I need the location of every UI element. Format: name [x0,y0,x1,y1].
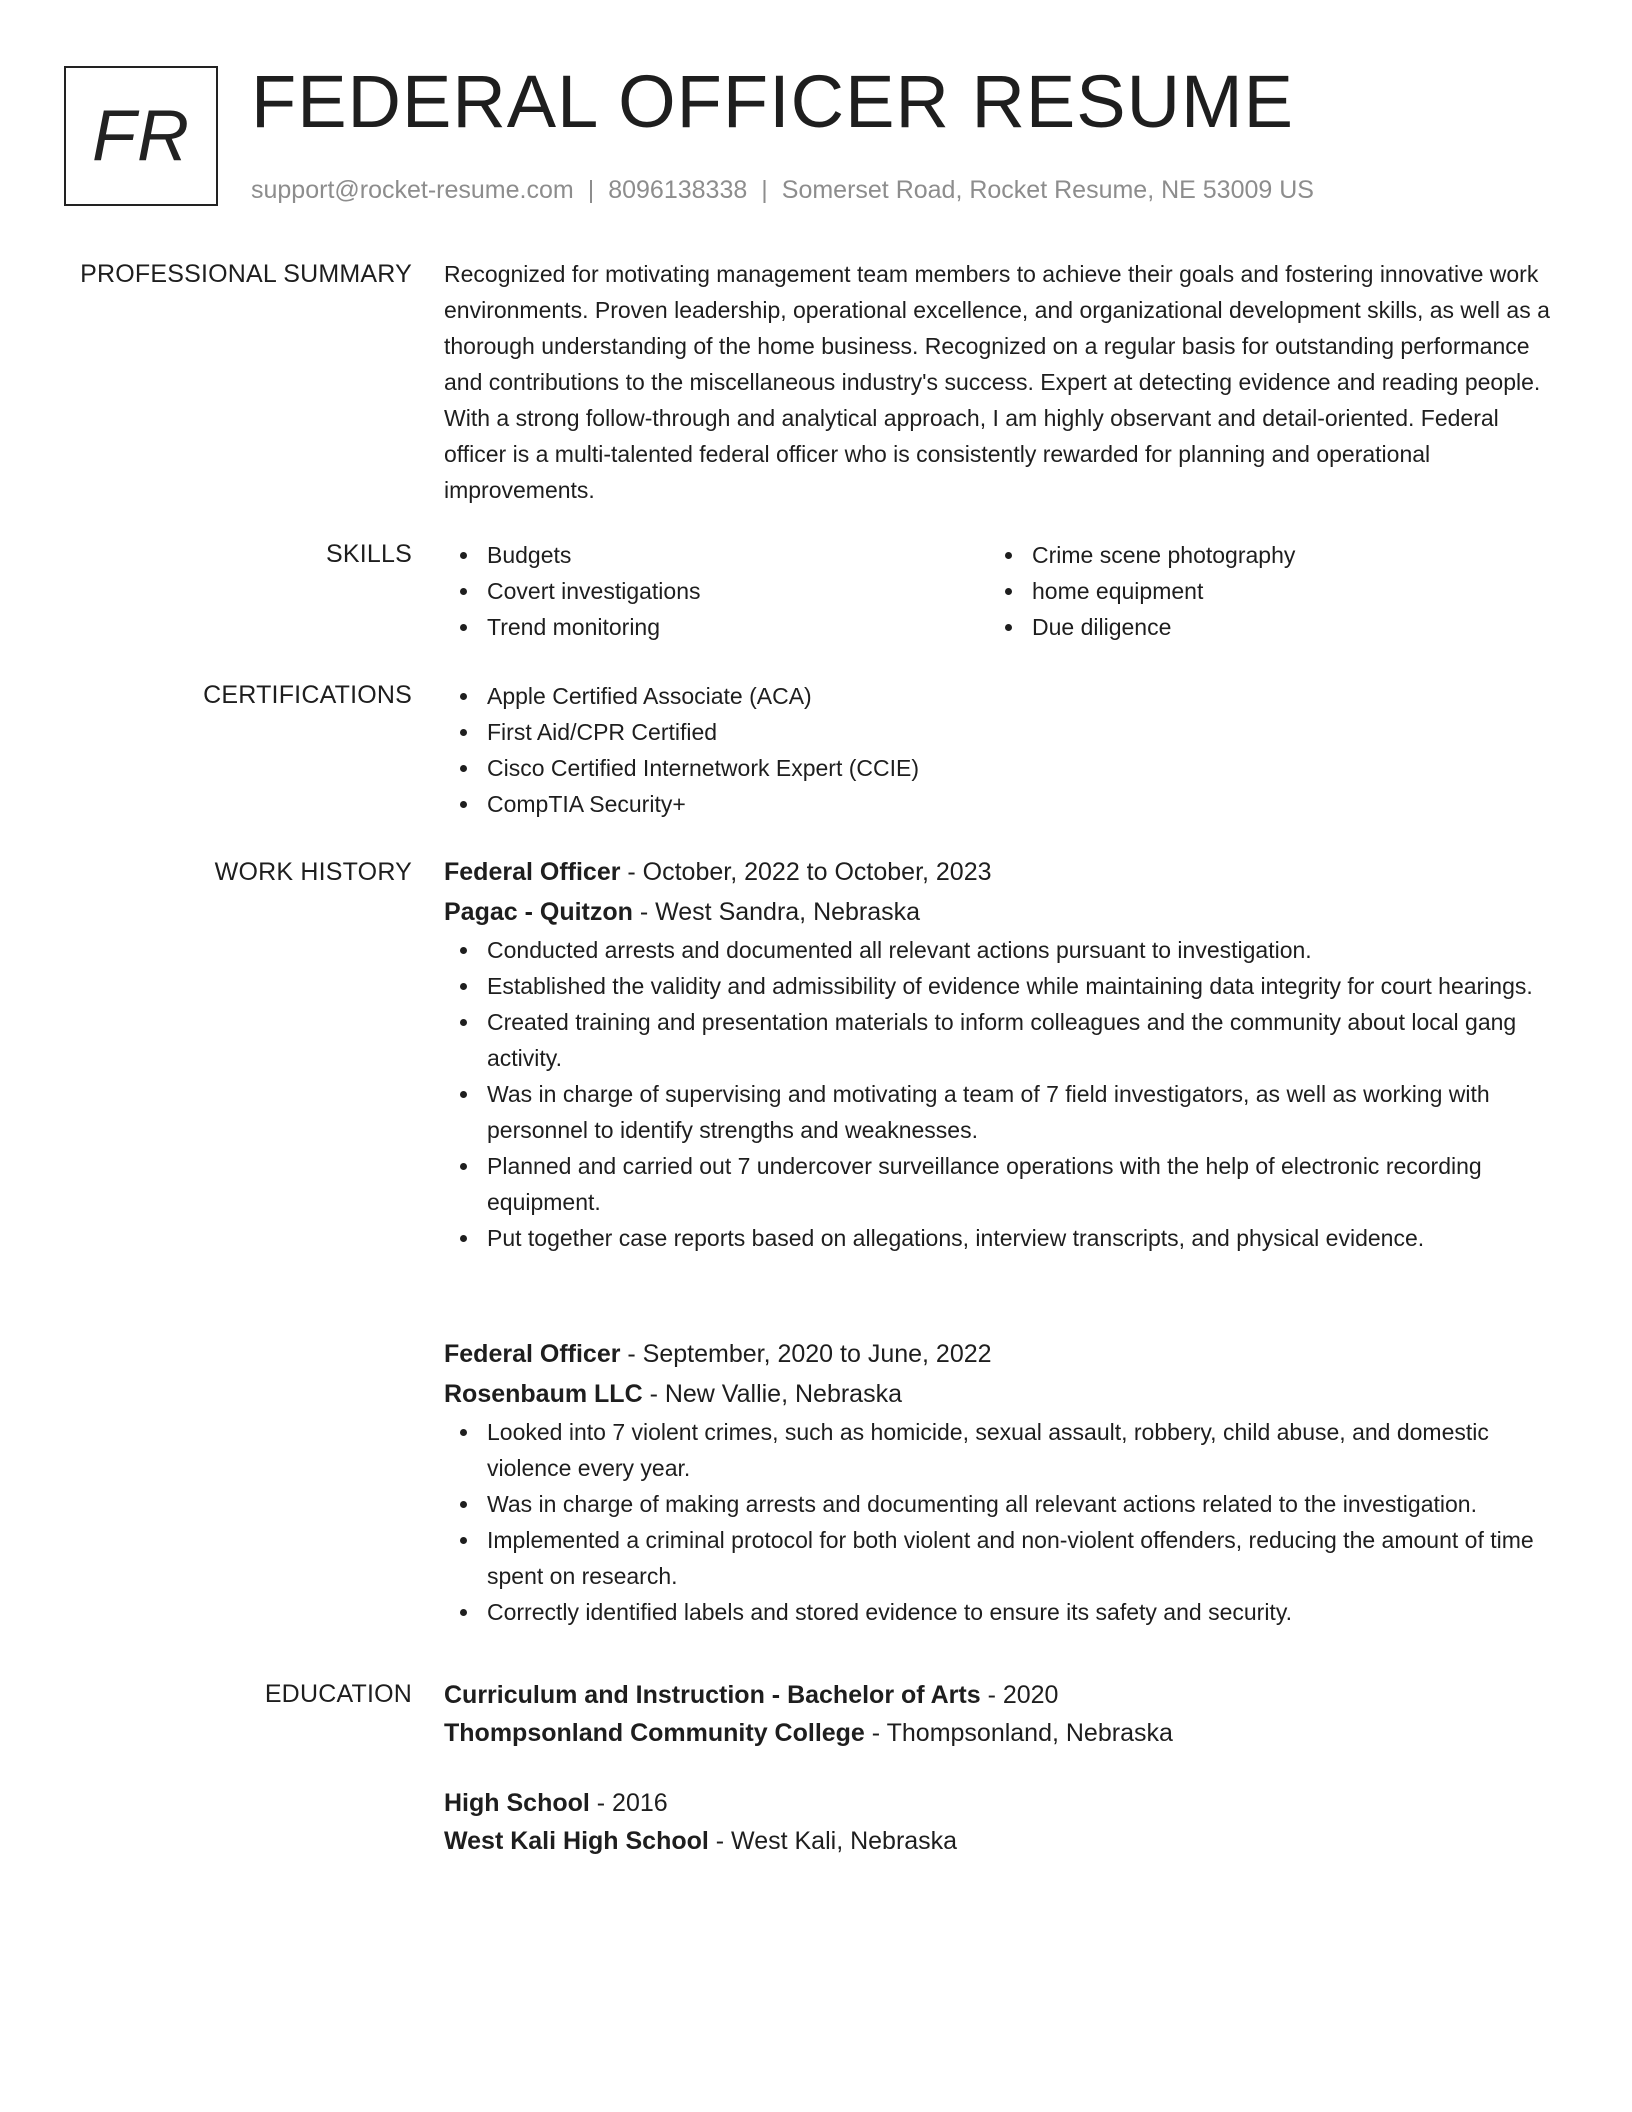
certifications-section [444,678,1556,822]
contact-line [251,172,1314,208]
job-duty: Put together case reports based on allegations, interview transcripts, and physical evidence. [444,1220,1556,1256]
skills-column-1 [444,537,989,645]
summary-text: Recognized for motivating management team members to achieve their goals and fostering innovative work environments. Proven leadership, operational excellence, and organizational development skills, as well as a thorough understanding of the home business. Recognized on a regular basis for outstanding performance and contributions to the miscellaneous industry's success. Expert at detecting evidence and reading people. With a strong follow-through and analytical approach, I am highly observant and detail-oriented. Federal officer is a multi-talented federal officer who is consistently rewarded for planning and operational improvements. [444,261,1550,503]
job-company: Pagac - Quitzon [444,898,633,926]
contact-address: Somerset Road, Rocket Resume, NE 53009 US [781,176,1314,204]
job-duty: Established the validity and admissibility of evidence while maintaining data integrity for court hearings. [444,968,1556,1004]
education-location: - Thompsonland, Nebraska [864,1719,1173,1747]
education-school: Thompsonland Community College [444,1719,865,1747]
education-year: - 2016 [589,1789,668,1817]
contact-separator: | [761,176,768,204]
job-dates: - October, 2022 to October, 2023 [620,858,992,886]
education-entry [444,1676,1556,1752]
skills-grid [444,537,1556,645]
certification-item: CompTIA Security+ [444,786,1556,822]
skill-item: home equipment [989,573,1534,609]
monogram-initials: FR [92,96,190,176]
education-degree-line [444,1676,1556,1714]
education-degree: High School [444,1789,590,1817]
job-duty: Correctly identified labels and stored evidence to ensure its safety and security. [444,1594,1556,1630]
certification-item: First Aid/CPR Certified [444,714,1556,750]
skills-column-2 [989,537,1534,645]
job-duty: Implemented a criminal protocol for both violent and non-violent offenders, reducing the amount of time spent on research. [444,1522,1556,1594]
job-title-line [444,1334,1556,1374]
job-title: Federal Officer [444,858,621,886]
summary-heading: PROFESSIONAL SUMMARY [80,260,412,288]
education-entry [444,1784,1556,1860]
job-location: - New Vallie, Nebraska [642,1380,902,1408]
certifications-list [444,678,1556,822]
skills-section [444,537,1556,645]
skill-item: Trend monitoring [444,609,989,645]
education-location: - West Kali, Nebraska [708,1827,958,1855]
certifications-heading: CERTIFICATIONS [203,681,412,709]
job-location: - West Sandra, Nebraska [632,898,921,926]
skills-heading: SKILLS [326,540,412,568]
work-history-heading: WORK HISTORY [214,858,412,886]
skill-item: Covert investigations [444,573,989,609]
skill-item: Due diligence [989,609,1534,645]
job-company: Rosenbaum LLC [444,1380,643,1408]
monogram-box [64,66,218,206]
education-heading: EDUCATION [264,1680,412,1708]
job-entry [444,1334,1556,1630]
skill-item: Budgets [444,537,989,573]
job-entry [444,852,1556,1256]
contact-separator: | [587,176,595,204]
resume-title: FEDERAL OFFICER RESUME [251,60,1295,143]
job-duties-list [444,1414,1556,1630]
job-title-line [444,852,1556,892]
job-duty: Was in charge of making arrests and documenting all relevant actions related to the investigation. [444,1486,1556,1522]
education-school-line [444,1822,1556,1860]
job-dates: - September, 2020 to June, 2022 [620,1340,992,1368]
education-school-line [444,1714,1556,1752]
job-duty: Looked into 7 violent crimes, such as homicide, sexual assault, robbery, child abuse, and domestic violence every year. [444,1414,1556,1486]
certification-item: Cisco Certified Internetwork Expert (CCIE) [444,750,1556,786]
job-company-line [444,1374,1556,1414]
certification-item: Apple Certified Associate (ACA) [444,678,1556,714]
job-duties-list [444,932,1556,1256]
contact-email: support@rocket-resume.com [251,176,574,204]
job-duty: Created training and presentation materials to inform colleagues and the community about local gang activity. [444,1004,1556,1076]
education-degree-line [444,1784,1556,1822]
skill-item: Crime scene photography [989,537,1534,573]
job-title: Federal Officer [444,1340,621,1368]
summary-section [444,256,1556,508]
job-duty: Conducted arrests and documented all relevant actions pursuant to investigation. [444,932,1556,968]
job-duty: Was in charge of supervising and motivating a team of 7 field investigators, as well as working with personnel to identify strengths and weaknesses. [444,1076,1556,1148]
job-duty: Planned and carried out 7 undercover surveillance operations with the help of electronic recording equipment. [444,1148,1556,1220]
education-year: - 2020 [980,1681,1059,1709]
education-school: West Kali High School [444,1827,709,1855]
contact-phone: 8096138338 [608,176,748,204]
education-degree: Curriculum and Instruction - Bachelor of Arts [444,1681,981,1709]
job-company-line [444,892,1556,932]
